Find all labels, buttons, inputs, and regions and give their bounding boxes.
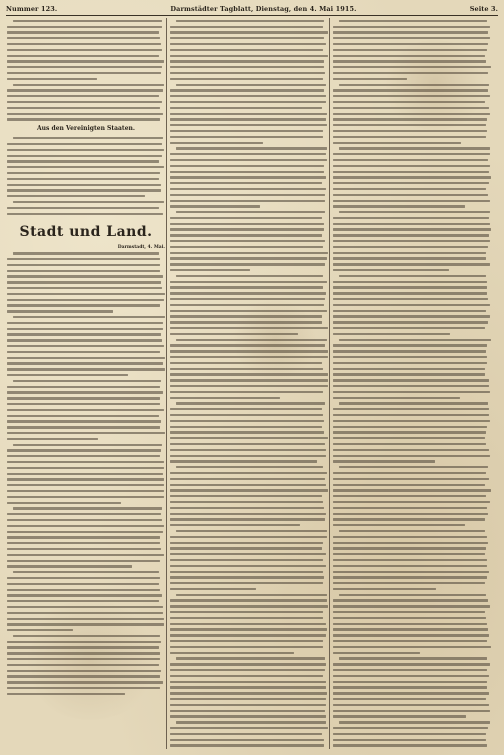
column-3 <box>333 18 491 749</box>
text-line <box>7 117 165 123</box>
text-block <box>7 251 165 697</box>
text-block <box>7 135 165 216</box>
text-line <box>7 211 165 217</box>
section-title: Stadt und Land. <box>19 223 153 240</box>
text-line <box>7 691 165 697</box>
section-heading: Aus den Vereinigten Staaten. <box>37 125 135 133</box>
masthead-date: Darmstädter Tagblatt, Dienstag, den 4. Mai 1915. <box>170 4 357 13</box>
dateline: Darmstadt, 4. Mai. <box>117 244 165 250</box>
column-1 <box>7 18 165 749</box>
text-line <box>333 743 491 749</box>
text-block <box>170 18 328 748</box>
header-rule <box>6 15 498 16</box>
text-block <box>7 18 165 122</box>
page-number: Seite 3. <box>469 4 498 13</box>
issue-number: Nummer 123. <box>6 4 58 13</box>
page-header <box>6 3 498 14</box>
text-line <box>170 743 328 749</box>
text-block <box>333 18 491 748</box>
column-divider <box>166 18 167 749</box>
column-divider <box>329 18 330 749</box>
column-2 <box>170 18 328 749</box>
